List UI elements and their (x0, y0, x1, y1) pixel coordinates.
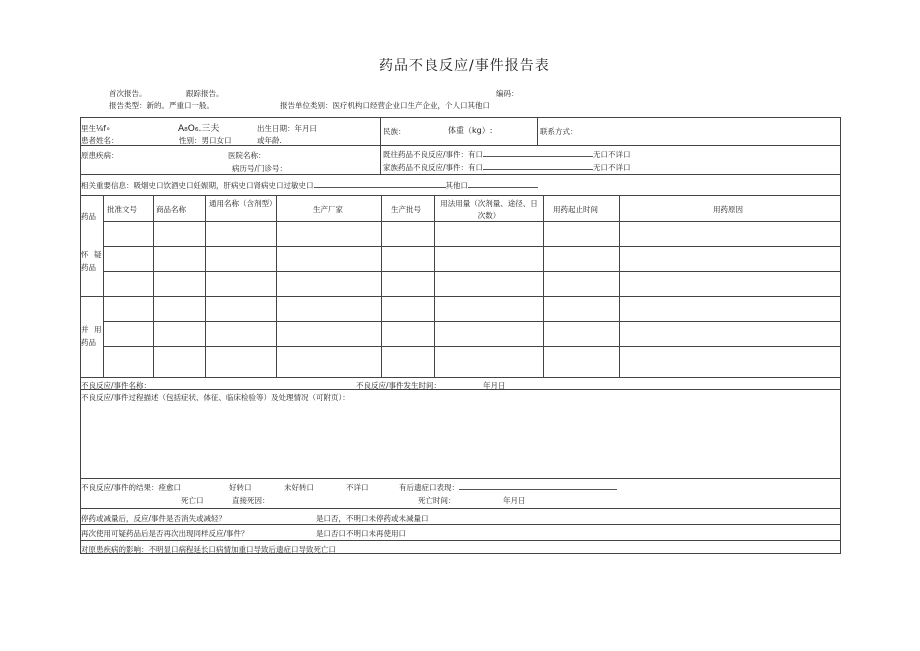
family-adr-field[interactable] (383, 162, 631, 173)
suspect-label-1: 怀 (81, 250, 89, 259)
adr-time-field[interactable]: 不良反应/事件发生时间： (356, 381, 442, 390)
table-col-line (543, 195, 544, 377)
col-divider (380, 117, 381, 174)
table-col-line (434, 195, 435, 377)
past-adr-label: 既往药品不良反应/事件：有口 (383, 150, 484, 159)
history-field[interactable] (81, 180, 538, 191)
table-row-line (103, 271, 841, 272)
weight-field[interactable]: 体重（kg）: (448, 126, 493, 135)
ethnicity-field[interactable]: 民族： (383, 127, 406, 136)
table-row-line (103, 346, 841, 347)
row-divider (80, 524, 841, 525)
row-divider (80, 508, 841, 509)
outcome-death-option[interactable]: 死亡口 (181, 496, 204, 505)
sex-field[interactable]: 性别：男口女口 (179, 136, 232, 145)
first-report-option[interactable]: 首次报告。 (109, 89, 147, 98)
primary-disease-field[interactable]: 原患疾病： (81, 151, 119, 160)
death-time-ymd: 年月日 (503, 496, 526, 505)
table-row-line (103, 246, 841, 247)
history-line[interactable] (314, 187, 446, 188)
col-header-drug: 药品 (81, 212, 96, 221)
outcome-better-option[interactable]: 好转口 (229, 483, 252, 492)
table-col-line (153, 195, 154, 377)
hospital-field[interactable]: 医院名称： (228, 151, 266, 160)
table-col-line (205, 195, 206, 377)
col-header-batch-no: 生产批号 (391, 205, 421, 214)
table-row-line (103, 321, 841, 322)
family-adr-tail: 无口不详口 (593, 163, 631, 172)
past-adr-tail: 无口不详口 (593, 150, 631, 159)
table-row-line (80, 296, 841, 297)
rechallenge-question: 再次使用可疑药品后是否再次出现同样反应/事件？ (81, 529, 249, 538)
history-other: 其他口 (445, 181, 468, 190)
table-col-line (619, 195, 620, 377)
outcome-unknown-option[interactable]: 不详口 (346, 483, 369, 492)
outcome-recovered-option[interactable]: 不良反应/事件的结果：痊愈口 (81, 483, 182, 492)
col-header-date-range: 用药起止时间 (553, 205, 598, 214)
row-divider (80, 377, 841, 378)
rechallenge-answer[interactable]: 是口否口不明口未再使用口 (316, 529, 406, 538)
table-col-line (103, 195, 104, 377)
report-type-label[interactable]: 报告类型：新的。严重口一般。 (109, 101, 214, 110)
suspect-label-3: 药品 (81, 263, 96, 272)
col-header-generic-name: 通用名称（含剂型） (209, 199, 277, 208)
row-divider (80, 478, 841, 479)
suspect-label-2: 疑 (94, 250, 102, 259)
table-col-line (381, 195, 382, 377)
sequelae-line[interactable] (459, 489, 617, 490)
age-field[interactable]: 或年龄. (257, 136, 282, 145)
family-adr-line[interactable] (483, 169, 593, 170)
concomitant-label-1: 并 (81, 325, 89, 334)
past-adr-line[interactable] (483, 156, 593, 157)
history-other-line[interactable] (468, 187, 538, 188)
col-header-approval-no: 批准文号 (107, 205, 137, 214)
col-header-manufacturer: 生产厂家 (313, 205, 343, 214)
outcome-not-better-option[interactable]: 未好转口 (284, 483, 314, 492)
impact-field[interactable]: 对原患疾病的影响：不明显口病程延长口病情加重口导致后遗症口导致死亡口 (81, 545, 336, 554)
adr-name-field[interactable]: 不良反应/事件名称： (81, 381, 152, 390)
record-no-field[interactable]: 病历号/门诊号： (232, 164, 288, 173)
adr-process-field[interactable]: 不良反应/事件过程描述（包括症状、体征、临床检验等）及处理情况（可附页）： (81, 393, 350, 402)
row-divider (80, 540, 841, 541)
row-divider (80, 389, 841, 390)
garbled-text: 里生⅛f∘ (81, 124, 111, 133)
page-title: 药品不良反应/事件报告表 (379, 58, 550, 74)
row-divider (80, 174, 841, 175)
col-divider (537, 117, 538, 146)
follow-report-option[interactable]: 跟踪报告。 (186, 89, 224, 98)
concomitant-label-3: 药品 (81, 338, 96, 347)
col-header-dosage: 用法用量（次剂量、途径、日次数） (440, 199, 538, 220)
concomitant-label-2: 用 (94, 325, 102, 334)
birth-date-field[interactable]: 出生日期：年月曰 (257, 124, 317, 133)
outcome-sequelae-field[interactable] (399, 482, 617, 493)
table-col-line (276, 195, 277, 377)
death-cause-field[interactable]: 直接死因： (232, 496, 270, 505)
family-adr-label: 家族药品不良反应/事件：有口 (383, 163, 484, 172)
adr-time-ymd: 年月日 (483, 381, 506, 390)
col-header-trade-name: 商品名称 (156, 205, 186, 214)
garbled-text: A₈O₆.三夫 (178, 124, 220, 134)
sequelae-label: 有后遗症口表现： (399, 483, 459, 492)
row-divider (80, 195, 841, 196)
dechallenge-question: 停药或减量后，反应/事件是否消失或减轻？ (81, 514, 227, 523)
death-time-field[interactable]: 死亡时间： (418, 496, 456, 505)
patient-name-field[interactable]: 患者姓名： (81, 136, 119, 145)
past-adr-field[interactable] (383, 149, 631, 160)
contact-field[interactable]: 联系方式： (540, 127, 578, 136)
code-label: 编码： (496, 89, 519, 98)
col-header-reason: 用药原因 (713, 205, 743, 214)
history-label: 相关重要信息：吸烟史口饮酒史口妊娠期，肝病史口肾病史口过敏史口 (81, 181, 314, 190)
dechallenge-answer[interactable]: 是口否，不明口未停药或未减量口 (316, 514, 429, 523)
unit-type-label[interactable]: 报告单位类别：医疗机构口经营企业口生产企业，个人口其他口 (280, 101, 490, 110)
